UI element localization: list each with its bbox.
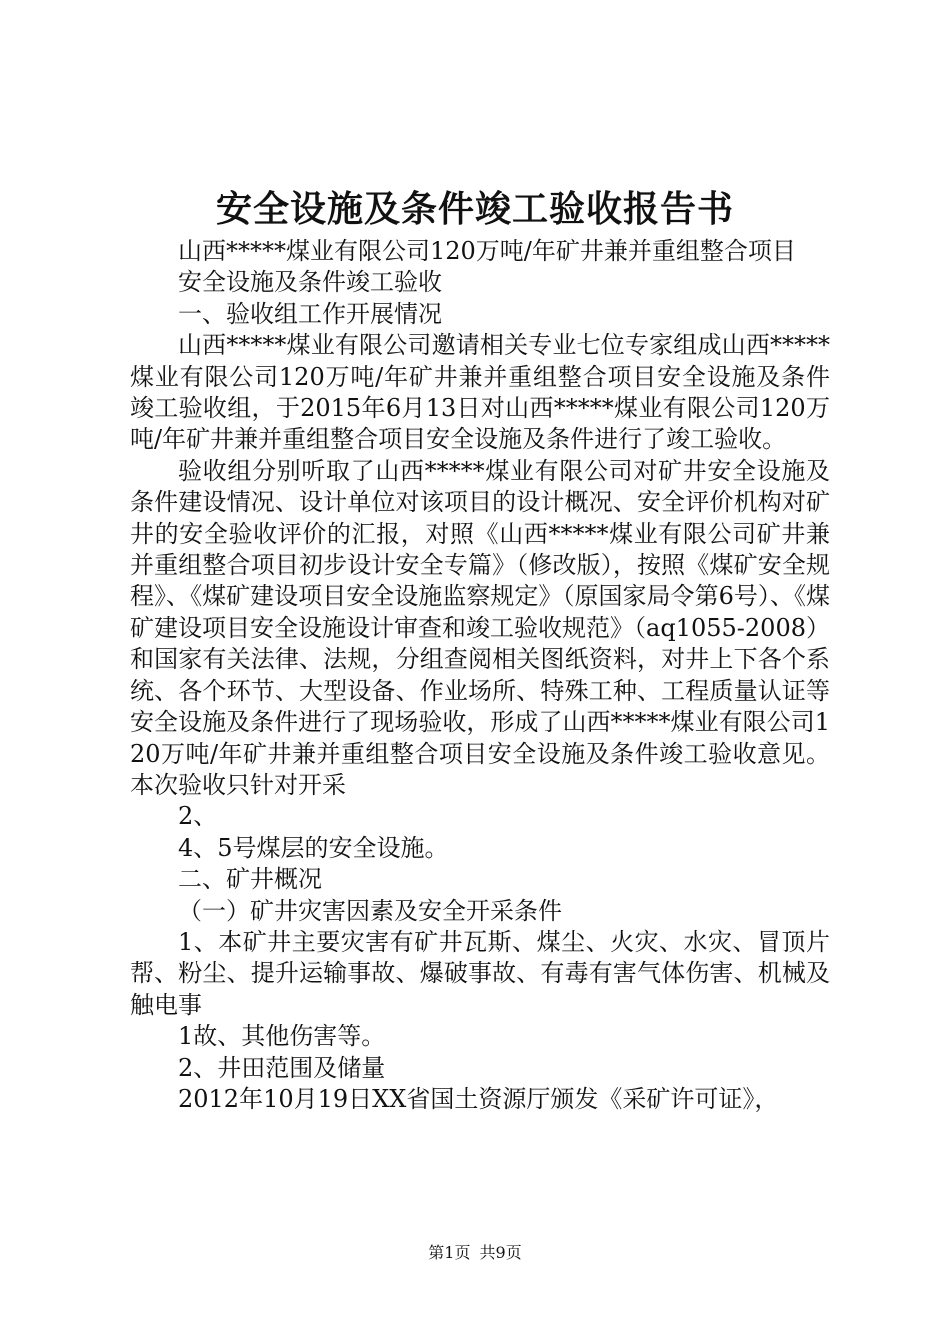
subsection-heading: （一）矿井灾害因素及安全开采条件	[178, 896, 562, 925]
paragraph: 山西*****煤业有限公司120万吨/年矿井兼并重组整合项目	[178, 237, 796, 265]
paragraph: 4、5号煤层的安全设施。	[178, 833, 449, 862]
section-heading: 二、矿井概况	[178, 865, 322, 894]
paragraph: 安全设施及条件竣工验收	[178, 268, 442, 297]
paragraph: 山西*****煤业有限公司邀请相关专业七位专家组成山西*****煤业有限公司120万吨/年矿井兼并重组整合项目安全设施及条件竣工验收组，于2015年6月13日对山西*****煤业有限公司120万吨/年矿井兼并重组整合项目安全设施及条件进行了竣工验收。	[130, 331, 830, 454]
paragraph: 1、本矿井主要灾害有矿井瓦斯、煤尘、火灾、水灾、冒顶片帮、粉尘、提升运输事故、爆破事故、有毒有害气体伤害、机械及触电事	[130, 927, 830, 1019]
page-footer	[0, 1243, 950, 1263]
paragraph: 2、	[178, 802, 218, 831]
paragraph: 2、井田范围及储量	[178, 1053, 386, 1082]
paragraph: 1故、其他伤害等。	[178, 1022, 386, 1051]
document-title: 安全设施及条件竣工验收报告书	[215, 188, 734, 230]
page-total: 共9页	[479, 1243, 522, 1262]
paragraph: 2012年10月19日XX省国土资源厅颁发《采矿许可证》，	[178, 1084, 779, 1113]
paragraph: 验收组分别听取了山西*****煤业有限公司对矿井安全设施及条件建设情况、设计单位对该项目的设计概况、安全评价机构对矿井的安全验收评价的汇报，对照《山西*****煤业有限公司矿井兼并重组整合项目初步设计安全专篇》（修改版），按照《煤矿安全规程》、《煤矿建设项目安全设施监察规定》（原国家局令第6号）、《煤矿建设项目安全设施设计审查和竣工验收规范》（aq1055-2008）和国家有关法律、法规，分组查阅相关图纸资料，对井上下各个系统、各个环节、大型设备、作业场所、特殊工种、工程质量认证等安全设施及条件进行了现场验收，形成了山西*****煤业有限公司120万吨/年矿井兼并重组整合项目安全设施及条件竣工验收意见。本次验收只针对开采	[130, 456, 830, 799]
document-body	[130, 236, 830, 1115]
page-number: 第1页	[428, 1243, 471, 1262]
section-heading: 一、验收组工作开展情况	[178, 299, 442, 328]
